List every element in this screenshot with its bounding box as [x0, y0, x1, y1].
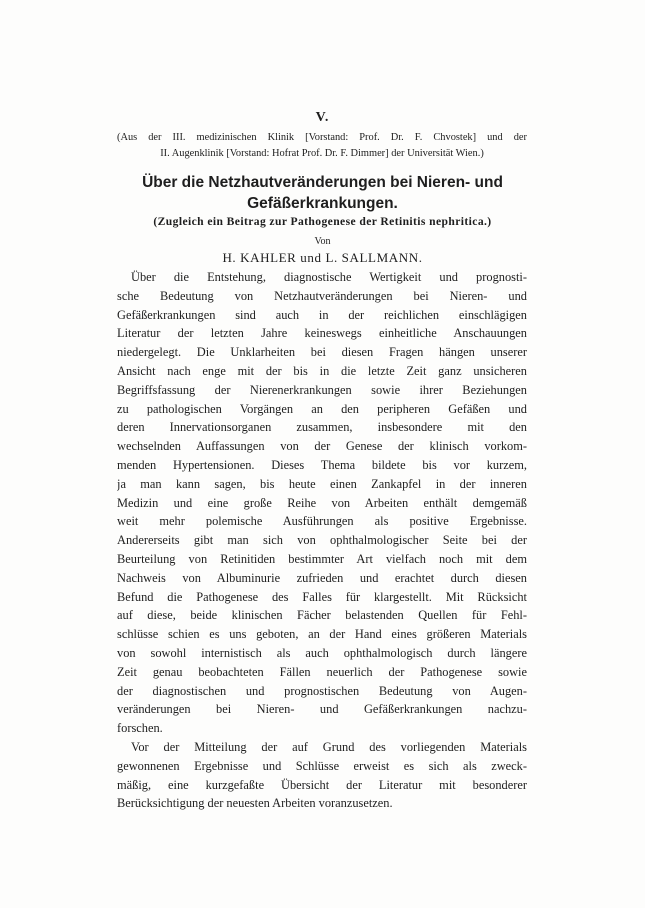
paragraph-1-line: von sowohl internistisch als auch ophthalmologisch durch längere — [117, 645, 527, 660]
paragraph-1-line: Gefäßerkrankungen sind auch in der reichlichen einschlägigen — [117, 307, 527, 322]
paragraph-1-line: ja man kann sagen, bis heute einen Zankapfel in der inneren — [117, 476, 527, 491]
paragraph-1-line: Über die Entstehung, diagnostische Wertigkeit und prognosti- — [131, 270, 527, 284]
paragraph-1-line: auf diese, beide klinischen Fächer belastenden Quellen für Fehl- — [117, 608, 527, 623]
paragraph-1-line: wechselnden Auffassungen von der Genese der klinisch vorkom- — [117, 439, 527, 454]
paragraph-1-line: Literatur der letzten Jahre keineswegs einheitliche Anschauungen — [117, 326, 527, 341]
paragraph-1-line: niedergelegt. Die Unklarheiten bei diesen Fragen hängen unserer — [117, 345, 527, 360]
paragraph-1-line: Nachweis von Albuminurie zufrieden und erachtet durch diesen — [117, 570, 527, 585]
paragraph-1-line: Zeit genau beobachteten Fällen neuerlich der Pathogenese sowie — [117, 664, 527, 679]
paragraph-1-line: sche Bedeutung von Netzhautveränderungen bei Nieren- und — [117, 288, 527, 303]
paragraph-1-line: zu pathologischen Vorgängen an den peripheren Gefäßen und — [117, 401, 527, 416]
paragraph-1-line: deren Innervationsorganen zusammen, insbesondere mit den — [117, 420, 527, 435]
origin-note-line: II. Augenklinik [Vorstand: Hofrat Prof. Dr. F. Dimmer] der Universität Wien.) — [160, 148, 484, 159]
origin-note — [117, 130, 527, 162]
paragraph-1-line: Ansicht nach enge mit der bis in die letzte Zeit ganz unsicheren — [117, 363, 527, 378]
origin-note-line: (Aus der III. medizinischen Klinik [Vorstand: Prof. Dr. F. Chvostek] und der — [117, 132, 527, 143]
paragraph-1-line: Befund die Pathogenese des Falles für klargestellt. Mit Rücksicht — [117, 589, 527, 604]
paragraph-1-line: weit mehr polemische Ausführungen als positive Ergebnisse. — [117, 514, 527, 529]
paragraph-1-line: der diagnostischen und prognostischen Bedeutung von Augen- — [117, 683, 527, 698]
paragraph-2-line: mäßig, eine kurzgefaßte Übersicht der Literatur mit besonderer — [117, 777, 527, 792]
article-subtitle: (Zugleich ein Beitrag zur Pathogenese der Retinitis nephritica.) — [153, 215, 492, 228]
title-line: Gefäßerkrankungen. — [247, 195, 398, 212]
article-title — [100, 172, 545, 214]
paragraph-1-line: Beurteilung von Retinitiden bestimmter Art vielfach noch mit dem — [117, 551, 527, 566]
title-line: Über die Netzhautveränderungen bei Nieren- und — [142, 174, 503, 191]
body-text — [117, 268, 527, 813]
paragraph-1-line: schlüsse schien es uns geboten, an der Hand eines größeren Materials — [117, 627, 527, 642]
paragraph-2-line: gewonnenen Ergebnisse und Schlüsse erweist es sich als zweck- — [117, 758, 527, 773]
chapter-number: V. — [315, 110, 330, 125]
paragraph-1-line: Begriffsfassung der Nierenerkrankungen sowie ihrer Beziehungen — [117, 382, 527, 397]
paragraph-1-line: Medizin und eine große Reihe von Arbeiten enthält demgemäß — [117, 495, 527, 510]
by-label: Von — [314, 236, 331, 247]
paragraph-1-line: veränderungen bei Nieren- und Gefäßerkrankungen nachzu- — [117, 702, 527, 717]
paragraph-2-line: Berücksichtigung der neuesten Arbeiten voranzusetzen. — [117, 796, 393, 811]
authors: H. KAHLER und L. SALLMANN. — [222, 250, 423, 265]
paragraph-1-line: forschen. — [117, 721, 163, 736]
paragraph-1-line: menden Hypertensionen. Dieses Thema bildete bis vor kurzem, — [117, 457, 527, 472]
paragraph-1-line: Andererseits gibt man sich von ophthalmologischer Seite bei der — [117, 533, 527, 548]
paragraph-2-line: Vor der Mitteilung der auf Grund des vorliegenden Materials — [131, 739, 527, 754]
